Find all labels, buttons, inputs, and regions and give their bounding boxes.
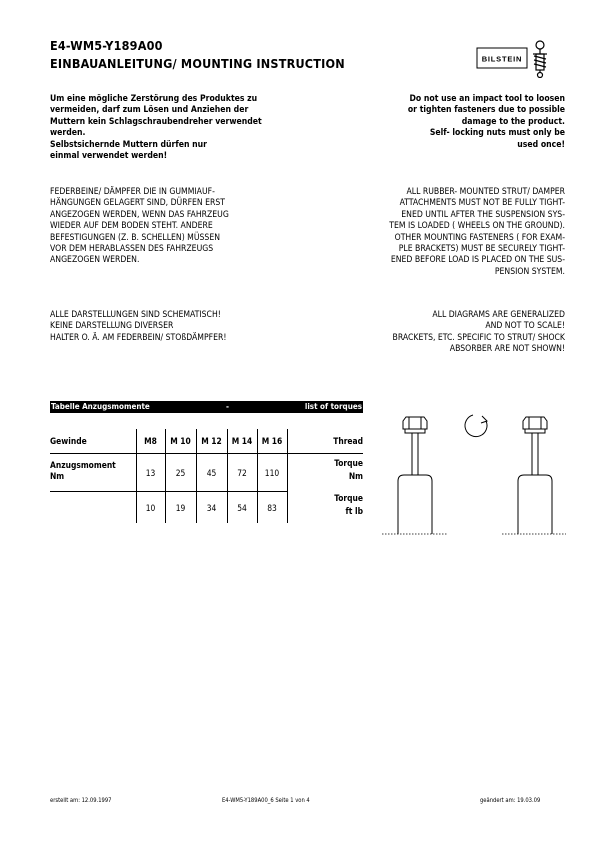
thread-label-german: Gewinde (50, 429, 136, 454)
rotation-arrow-icon (465, 415, 487, 437)
footer-created-date: erstellt am: 12.09.1997 (50, 798, 112, 804)
torque-table-title-separator: - (226, 402, 229, 411)
footer-page-info: E4-WM5-Y189A00_6 Seite 1 von 4 (222, 798, 310, 804)
table-cell: 54 (227, 492, 257, 524)
tightening-diagram-svg (378, 407, 568, 537)
size-m14: M 14 (227, 429, 257, 454)
table-cell: 13 (136, 454, 165, 492)
size-m12: M 12 (196, 429, 227, 454)
torque-nm-label: Torque Nm (287, 454, 363, 492)
thread-label-english: Thread (287, 429, 363, 454)
schematic-note-english: ALL DIAGRAMS ARE GENERALIZED AND NOT TO SCALE! BRACKETS, ETC. SPECIFIC TO STRUT/ SHOCK ABSORBER ARE NOT SHOWN! (392, 310, 565, 355)
table-cell: 25 (165, 454, 196, 492)
table-header-row (50, 429, 363, 454)
strut-note-german: FEDERBEINE/ DÄMPFER DIE IN GUMMIAUF- HÄNGUNGEN GELAGERT SIND, DÜRFEN ERST ANGEZOGEN WERDEN, WENN DAS FAHRZEUG WIEDER AUF DEM BODEN STEHT. ANDERE BEFESTIGUNGEN (Z. B. SCHELLEN) MÜSSEN VOR DEM HERABLASSEN DES FAHRZEUGS ANGEZOGEN WERDEN. (50, 187, 229, 266)
table-cell: 10 (136, 492, 165, 524)
torque-table-title-bar (50, 401, 363, 413)
table-cell: 45 (196, 454, 227, 492)
tightening-diagram (378, 407, 568, 537)
document-id: E4-WM5-Y189A00 (50, 38, 163, 53)
bilstein-logo (476, 38, 560, 78)
torque-label-german: Anzugsmoment Nm (50, 454, 136, 492)
size-m10: M 10 (165, 429, 196, 454)
warning-german: Um eine mögliche Zerstörung des Produktes zu vermeiden, darf zum Lösen und Anziehen der Muttern kein Schlagschraubendreher verwendet werden. Selbstsichernde Muttern dürfen nur einmal verwendet werden! (50, 94, 262, 162)
torque-grid (50, 429, 363, 523)
strut-left-drawing (398, 417, 432, 534)
table-row-nm (50, 454, 363, 492)
size-m16: M 16 (257, 429, 287, 454)
schematic-note-german: ALLE DARSTELLUNGEN SIND SCHEMATISCH! KEINE DARSTELLUNG DIVERSER HALTER O. Ä. AM FEDERBEIN/ STOßDÄMPFER! (50, 310, 227, 343)
torque-table-title-german: Tabelle Anzugsmomente (51, 402, 150, 411)
warning-english: Do not use an impact tool to loosen or tighten fasteners due to possible damage to the product. Self- locking nuts must only be used once! (407, 94, 565, 150)
strut-note-english: ALL RUBBER- MOUNTED STRUT/ DAMPER ATTACHMENTS MUST NOT BE FULLY TIGHT- ENED UNTIL AFTER THE SUSPENSION SYS- TEM IS LOADED ( WHEELS ON THE GROUND). OTHER MOUNTING FASTENERS ( FOR EXAM- PLE BRACKETS) MUST BE SECURELY TIGHT- ENED BEFORE LOAD IS PLACED ON THE SUS- PENSION SYSTEM. (389, 187, 565, 277)
table-cell: 34 (196, 492, 227, 524)
page-title: EINBAUANLEITUNG/ MOUNTING INSTRUCTION (50, 56, 345, 71)
footer-changed-date: geändert am: 19.03.09 (480, 798, 541, 804)
strut-right-drawing (518, 417, 552, 534)
logo-text: BILSTEIN (481, 54, 523, 64)
table-cell: 72 (227, 454, 257, 492)
torque-ftlb-label: Torque ft lb (287, 492, 363, 524)
torque-table-title-english: list of torques (304, 402, 362, 411)
table-cell: 110 (257, 454, 287, 492)
table-row-ftlb (50, 492, 363, 524)
table-cell: 83 (257, 492, 287, 524)
size-m8: M8 (136, 429, 165, 454)
table-cell: 19 (165, 492, 196, 524)
